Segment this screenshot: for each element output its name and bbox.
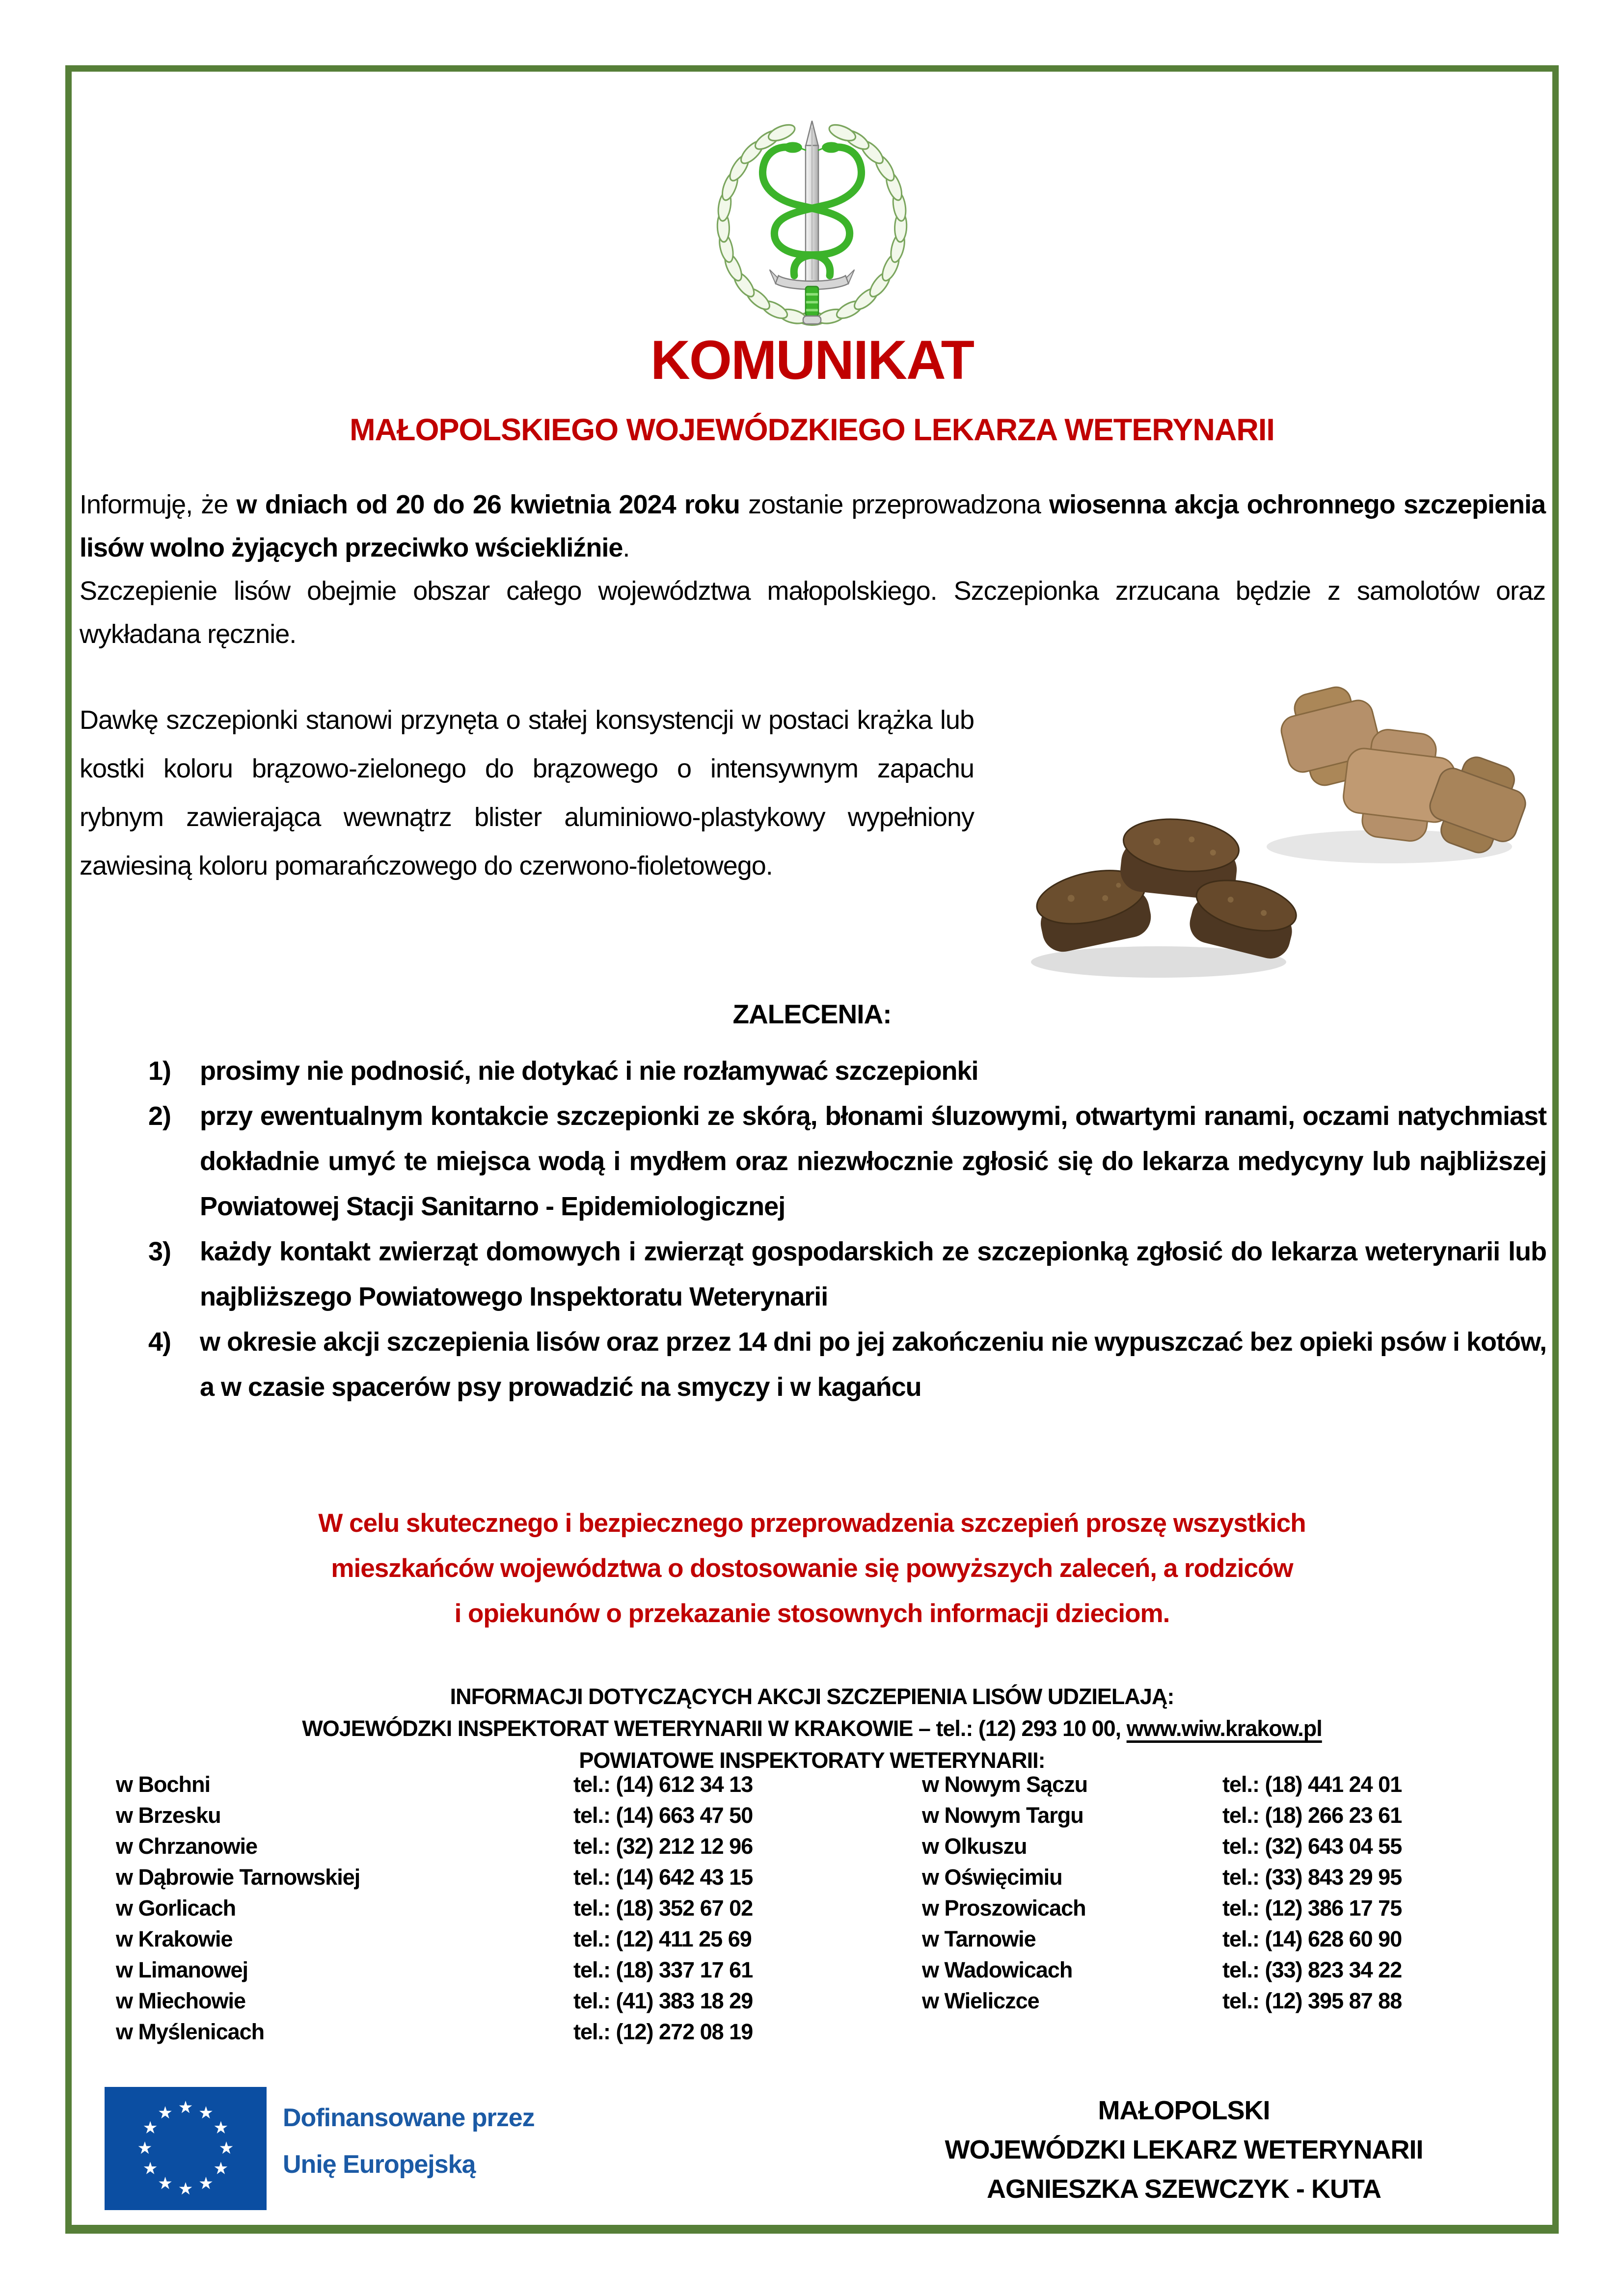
bait-cluster-dark	[1031, 814, 1301, 978]
veterinary-emblem-icon	[703, 107, 921, 329]
contacts-table	[116, 1769, 1545, 2047]
recommendations-heading: ZALECENIA:	[732, 999, 892, 1029]
contact-phone: tel.: (12) 395 87 88	[1222, 1988, 1402, 2013]
bait-photo-illustration	[997, 648, 1545, 987]
contact-phone: tel.: (18) 352 67 02	[573, 1896, 753, 1921]
wiw-krakow-link[interactable]: www.wiw.krakow.pl	[1126, 1716, 1322, 1741]
contact-city: w Proszowicach	[922, 1896, 1086, 1921]
list-item	[148, 1319, 1546, 1410]
page-subtitle: MAŁOPOLSKIEGO WOJEWÓDZKIEGO LEKARZA WETERYNARII	[350, 413, 1274, 447]
contact-city: w Wieliczce	[922, 1988, 1039, 2013]
veterinary-emblem-logo	[703, 107, 921, 329]
contact-row	[116, 1954, 1545, 1985]
info-heading: INFORMACJI DOTYCZĄCYCH AKCJI SZCZEPIENIA LISÓW UDZIELAJĄ:	[450, 1684, 1174, 1709]
contact-phone: tel.: (32) 212 12 96	[573, 1834, 753, 1859]
list-item	[148, 1094, 1546, 1229]
eu-funding-line: Dofinansowane przez	[283, 2104, 535, 2132]
page-title: KOMUNIKAT	[650, 329, 974, 391]
contact-phone: tel.: (41) 383 18 29	[573, 1988, 753, 2013]
list-item-text: każdy kontakt zwierząt domowych i zwierząt gospodarskich ze szczepionką zgłosić do lekarza weterynarii lub najbliższego Powiatowego Inspektoratu Weterynarii	[200, 1237, 1546, 1311]
signature-block	[825, 2091, 1543, 2209]
contact-phone: tel.: (33) 843 29 95	[1222, 1865, 1402, 1890]
contact-city: w Dąbrowie Tarnowskiej	[116, 1865, 360, 1890]
contact-phone: tel.: (14) 642 43 15	[573, 1865, 753, 1890]
contact-phone: tel.: (14) 612 34 13	[573, 1772, 753, 1797]
vaccine-bait-photo	[997, 648, 1545, 987]
signature-line: WOJEWÓDZKI LEKARZ WETERYNARII	[945, 2135, 1423, 2164]
contact-phone: tel.: (12) 411 25 69	[573, 1926, 752, 1951]
list-item-number: 3)	[148, 1237, 171, 1266]
contact-city: w Tarnowie	[922, 1926, 1036, 1951]
contact-phone: tel.: (32) 643 04 55	[1222, 1834, 1402, 1859]
eu-funding-text	[283, 2095, 656, 2188]
contact-phone: tel.: (14) 663 47 50	[573, 1803, 753, 1828]
contact-city: w Nowym Sączu	[922, 1772, 1088, 1797]
list-item-text: prosimy nie podnosić, nie dotykać i nie rozłamywać szczepionki	[200, 1056, 978, 1086]
contact-phone: tel.: (14) 628 60 90	[1222, 1926, 1402, 1951]
contact-city: w Krakowie	[116, 1926, 233, 1951]
info-county-heading: POWIATOWE INSPEKTORATY WETERYNARII:	[579, 1748, 1045, 1773]
red-notice-line: mieszkańców województwa o dostosowanie się powyższych zaleceń, a rodziców	[331, 1554, 1293, 1583]
red-notice	[79, 1501, 1545, 1636]
contact-row	[116, 1893, 1545, 1923]
contact-city: w Chrzanowie	[116, 1834, 258, 1859]
contact-row	[116, 1831, 1545, 1862]
contact-city: w Oświęcimiu	[922, 1865, 1062, 1890]
contact-row	[116, 1985, 1545, 2016]
contact-phone: tel.: (12) 272 08 19	[573, 2019, 753, 2044]
contact-phone: tel.: (18) 441 24 01	[1222, 1772, 1402, 1797]
bait-cluster-light	[1267, 680, 1536, 863]
eu-funding-line: Unię Europejską	[283, 2150, 476, 2179]
contact-city: w Gorlicach	[116, 1896, 236, 1921]
signature-line: AGNIESZKA SZEWCZYK - KUTA	[987, 2174, 1381, 2204]
signature-line: MAŁOPOLSKI	[1098, 2096, 1270, 2125]
recommendations-list	[80, 1048, 1546, 1410]
contact-row	[116, 1862, 1545, 1893]
contact-city: w Brzesku	[116, 1803, 221, 1828]
list-item	[148, 1048, 1546, 1094]
intro-sentence-1: Informuję, że w dniach od 20 do 26 kwietnia 2024 roku zostanie przeprowadzona wiosenna akcja ochronnego szczepienia lisów wolno żyjących przeciwko wściekliźnie.	[80, 490, 1546, 562]
contact-phone: tel.: (33) 823 34 22	[1222, 1957, 1402, 1982]
bait-paragraph: Dawkę szczepionki stanowi przynęta o stałej konsystencji w postaci krążka lub kostki koloru brązowo-zielonego do brązowego o intensywnym zapachu rybnym zawierająca wewnątrz blister aluminiowo-plastykowy wypełniony zawiesiną koloru pomarańczowego do czerwono-fioletowego.	[80, 705, 974, 881]
contact-city: w Limanowej	[116, 1957, 248, 1982]
eu-flag-icon	[105, 2087, 267, 2210]
contact-row	[116, 1800, 1545, 1831]
contact-phone: tel.: (18) 337 17 61	[573, 1957, 753, 1982]
contact-row	[116, 1769, 1545, 1800]
contact-city: w Miechowie	[116, 1988, 246, 2013]
list-item-number: 4)	[148, 1327, 171, 1357]
contact-city: w Nowym Targu	[922, 1803, 1083, 1828]
contact-city: w Myślenicach	[116, 2019, 265, 2044]
contact-city: w Bochni	[116, 1772, 210, 1797]
list-item-number: 1)	[148, 1056, 171, 1086]
info-voivodeship-line: WOJEWÓDZKI INSPEKTORAT WETERYNARII W KRAKOWIE – tel.: (12) 293 10 00, www.wiw.krakow.pl	[302, 1716, 1322, 1741]
list-item-number: 2)	[148, 1101, 171, 1131]
contact-phone: tel.: (18) 266 23 61	[1222, 1803, 1402, 1828]
list-item-text: w okresie akcji szczepienia lisów oraz przez 14 dni po jej zakończeniu nie wypuszczać bez opieki psów i kotów, a w czasie spacerów psy prowadzić na smyczy i w kagańcu	[200, 1327, 1546, 1402]
contact-row	[116, 2016, 1545, 2047]
contact-city: w Wadowicach	[922, 1957, 1073, 1982]
list-item-text: przy ewentualnym kontakcie szczepionki ze skórą, błonami śluzowymi, otwartymi ranami, oczami natychmiast dokładnie umyć te miejsca wodą i mydłem oraz niezwłocznie zgłosić się do lekarza medycyny lub najbliższej Powiatowej Stacji Sanitarno - Epidemiologicznej	[200, 1101, 1546, 1221]
contact-city: w Olkuszu	[922, 1834, 1027, 1859]
intro-sentence-2: Szczepienie lisów obejmie obszar całego województwa małopolskiego. Szczepionka zrzucana będzie z samolotów oraz wykładana ręcznie.	[80, 576, 1545, 649]
contact-row	[116, 1923, 1545, 1954]
red-notice-line: i opiekunów o przekazanie stosownych informacji dzieciom.	[454, 1599, 1170, 1628]
intro-paragraph	[80, 483, 1545, 656]
red-notice-line: W celu skutecznego i bezpiecznego przeprowadzenia szczepień proszę wszystkich	[318, 1509, 1306, 1538]
list-item	[148, 1229, 1546, 1319]
contact-phone: tel.: (12) 386 17 75	[1222, 1896, 1402, 1921]
info-block	[79, 1681, 1545, 1776]
